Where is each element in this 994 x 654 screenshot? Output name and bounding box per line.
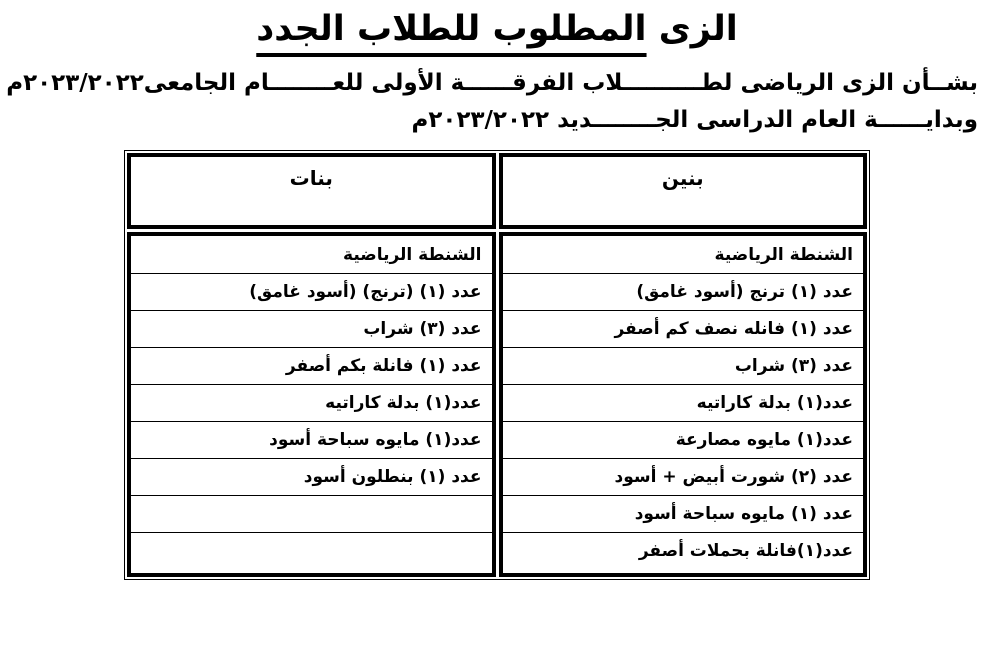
page-title-prefix: الزى [646,9,738,49]
table-row: عدد (١) فانلة بكم أصفر [131,347,492,384]
table-row: الشنطة الرياضية [343,244,482,265]
table-row: عدد(١)فانلة بحملات أصفر [503,532,864,569]
table-row: عدد (١) بنطلون أسود [131,458,492,495]
table-row: عدد (١) (ترنج) (أسود غامق) [131,273,492,310]
table-row: الشنطة الرياضية [714,244,853,265]
table-row: عدد(١) مايوه سباحة أسود [131,421,492,458]
table-row: عدد(١) بدلة كاراتيه [503,384,864,421]
subtitle-line-1: بشــأن الزى الرياضى لطــــــــــلاب الفرقــــــة الأولى للعــــــــام الجامعى٢٠٢٣/٢٠٢٢م [6,69,978,96]
page-title-underlined: المطلوب للطلاب الجدد [256,9,647,49]
table-row [131,532,492,569]
table-row: عدد (١) مايوه سباحة أسود [503,495,864,532]
boys-column [499,153,868,577]
subtitle-block [0,65,994,139]
table-row: عدد (٣) شراب [503,347,864,384]
table-row: عدد(١) بدلة كاراتيه [131,384,492,421]
table-row [131,495,492,532]
table-row: عدد (١) ترنج (أسود غامق) [503,273,864,310]
girls-body [127,232,496,577]
boys-header: بنين [499,153,868,229]
table-row: عدد (٢) شورت أبيض + أسود [503,458,864,495]
subtitle-line-2: وبدايــــــة العام الدراسى الجــــــــديد ٢٠٢٣/٢٠٢٢م [411,106,978,133]
boys-body [499,232,868,577]
table-row: عدد (٣) شراب [131,310,492,347]
page-title [0,4,994,55]
girls-header: بنات [127,153,496,229]
girls-column [127,153,496,577]
table-row: عدد(١) مايوه مصارعة [503,421,864,458]
uniform-table [124,150,870,580]
table-row: عدد (١) فانله نصف كم أصفر [503,310,864,347]
